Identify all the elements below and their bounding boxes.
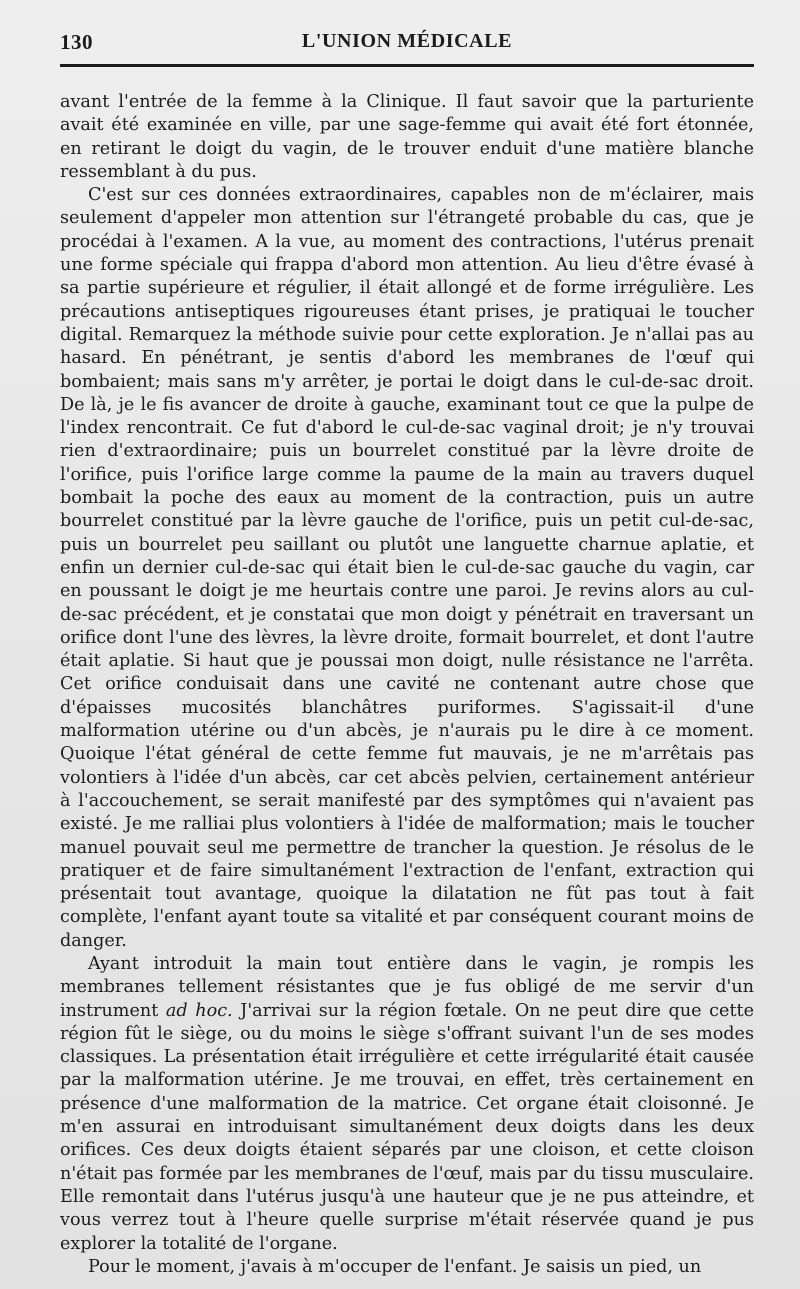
page-header	[60, 22, 754, 52]
paragraph-1: avant l'entrée de la femme à la Clinique. Il faut savoir que la parturiente avait été examinée en ville, par une sage-femme qui avait été fort étonnée, en retirant le doigt du vagin, de le trouver enduit d'une matière blanche ressemblant à du pus.	[60, 92, 754, 182]
paragraph-3	[60, 953, 754, 1256]
paragraph-3-part-2: J'arrivai sur la région fœtale. On ne peut dire que cette région fût le siège, ou du moins le siège s'offrant suivant l'un de ses modes classiques. La présentation était irrégulière et cette irrégularité était causée par la malformation utérine. Je me trouvai, en effet, très certainement en présence d'une malformation de la matrice. Cet organe était cloisonné. Je m'en assurai en introduisant simultanément deux doigts dans les deux orifices. Ces deux doigts étaient séparés par une cloison, et cette cloison n'était pas formée par les membranes de l'œuf, mais par du tissu musculaire. Elle remontait dans l'utérus jusqu'à une hauteur que je ne pus atteindre, et vous verrez tout à l'heure quelle surprise m'était réservée quand je pus explorer la totalité de l'organe.	[60, 1000, 754, 1254]
running-title: L'UNION MÉDICALE	[301, 30, 513, 52]
header-rule	[60, 64, 754, 67]
paragraph-2: C'est sur ces données extraordinaires, capables non de m'éclairer, mais seulement d'appeler mon attention sur l'étrangeté probable du cas, que je procédai à l'examen. A la vue, au moment des contractions, l'utérus prenait une forme spéciale qui frappa d'abord mon attention. Au lieu d'être évasé à sa partie supérieure et régulier, il était allongé et de forme irrégulière. Les précautions antiseptiques rigoureuses étant prises, je pratiquai le toucher digital. Remarquez la méthode suivie pour cette exploration. Je n'allai pas au hasard. En pénétrant, je sentis d'abord les membranes de l'œuf qui bombaient; mais sans m'y arrêter, je portai le doigt dans le cul-de-sac droit. De là, je le fis avancer de droite à gauche, examinant tout ce que la pulpe de l'index rencontrait. Ce fut d'abord le cul-de-sac vaginal droit; je n'y trouvai rien d'extraordinaire; puis un bourrelet constitué par la lèvre droite de l'orifice, puis l'orifice large comme la paume de la main au travers duquel bombait la poche des eaux au moment de la contraction, puis un autre bourrelet constitué par la lèvre gauche de l'orifice, puis un petit cul-de-sac, puis un bourrelet peu saillant ou plutôt une languette charnue aplatie, et enfin un dernier cul-de-sac qui était bien le cul-de-sac gauche du vagin, car en poussant le doigt je me heurtais contre une paroi. Je revins alors au cul-de-sac précédent, et je constatai que mon doigt y pénétrait en traversant un orifice dont l'une des lèvres, la lèvre droite, formait bourrelet, et dont l'autre était aplatie. Si haut que je poussai mon doigt, nulle résistance ne l'arrêta. Cet orifice conduisait dans une cavité ne contenant autre chose que d'épaisses mucosités blanchâtres puriformes. S'agissait-il d'une malformation utérine ou d'un abcès, je n'aurais pu le dire à ce moment. Quoique l'état général de cette femme fut mauvais, je ne m'arrêtais pas volontiers à l'idée d'un abcès, car cet abcès pelvien, certainement antérieur à l'accouchement, se serait manifesté par des symptômes qui n'avaient pas existé. Je me ralliai plus volontiers à l'idée de malformation; mais le toucher manuel pouvait seul me permettre de trancher la question. Je résolus de le pratiquer et de faire simultanément l'extraction de l'enfant, extraction qui présentait tout avantage, quoique la dilatation ne fût pas tout à fait complète, l'enfant ayant toute sa vitalité et par conséquent courant moins de danger.	[60, 185, 754, 951]
paragraph-4: Pour le moment, j'avais à m'occuper de l'enfant. Je saisis un pied, un	[88, 1256, 702, 1277]
latin-phrase: ad hoc.	[165, 1000, 233, 1021]
article-body	[60, 91, 754, 1279]
page-number: 130	[60, 30, 93, 54]
paragraph-3-part-1: Ayant introduit la main tout entière dans le vagin, je rompis les membranes tellement résistantes que je fus obligé de me servir d'un instrument	[60, 953, 754, 1021]
